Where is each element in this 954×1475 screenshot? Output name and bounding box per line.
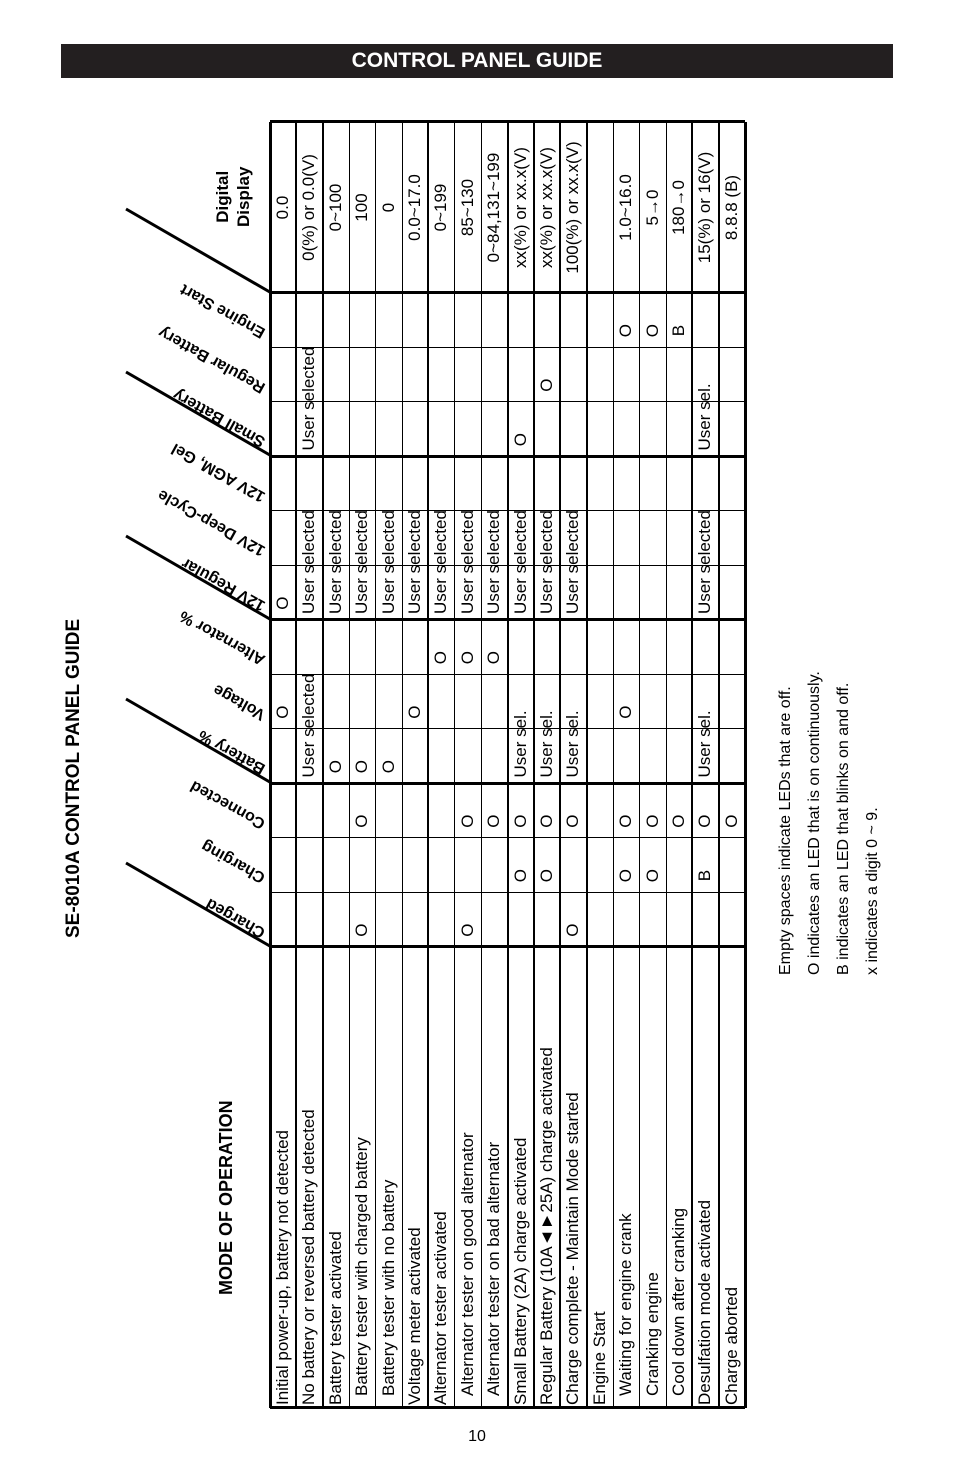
digital-display-value: xx(%) or xx.x(V): [510, 147, 530, 268]
led-state-cell: User selected: [431, 510, 451, 614]
led-state-cell: B: [695, 869, 715, 882]
mode-label: Battery tester activated: [325, 1231, 345, 1405]
digital-display-value: 100(%) or xx.x(V): [563, 141, 583, 274]
led-state-cell: O: [695, 814, 715, 828]
page-number: 10: [468, 1428, 486, 1445]
led-state-cell: O: [510, 814, 530, 828]
mode-label: No battery or reversed battery detected: [299, 1109, 319, 1405]
digital-display-value: xx(%) or xx.x(V): [537, 147, 556, 268]
led-state-cell: O: [563, 814, 583, 828]
led-state-cell: O: [616, 814, 636, 828]
led-state-cell: O: [457, 923, 477, 937]
led-state-cell: O: [669, 814, 688, 828]
led-state-cell: User selected: [325, 510, 345, 614]
column-separator: [270, 619, 745, 622]
column-separator: [270, 946, 745, 949]
legend-item: B indicates an LED that blinks on and off.: [835, 682, 852, 975]
led-state-cell: O: [457, 651, 477, 665]
legend-item: x indicates a digit 0 ~ 9.: [864, 807, 881, 975]
mode-label: Battery tester with charged battery: [352, 1137, 372, 1396]
mode-of-operation-heading: MODE OF OPERATION: [216, 1100, 236, 1295]
digital-display-value: 0~100: [325, 183, 345, 232]
led-state-cell: O: [431, 651, 451, 665]
digital-display-value: [587, 122, 613, 293]
led-state-cell: O: [537, 378, 556, 392]
led-state-cell: O: [405, 705, 424, 719]
led-state-cell: O: [721, 814, 741, 828]
digital-display-value: 1.0~16.0: [616, 174, 636, 241]
led-state-cell: O: [352, 923, 372, 937]
led-state-cell: O: [616, 705, 636, 719]
led-state-cell: O: [510, 869, 530, 883]
led-state-cell: O: [510, 433, 530, 447]
guide-title: SE-8010A CONTROL PANEL GUIDE: [63, 618, 84, 938]
led-column-header: Battery %: [195, 726, 269, 778]
digital-display-value: 0(%) or 0.0(V): [299, 154, 319, 261]
led-state-cell: User selected: [299, 673, 319, 778]
mode-label: Cranking engine: [642, 1272, 662, 1396]
mode-label: Alternator tester on bad alternator: [484, 1141, 504, 1396]
led-state-cell: User sel.: [537, 710, 556, 778]
digital-display-value: 15(%) or 16(V): [695, 151, 715, 264]
digital-display-value: 0~84,131~199: [484, 152, 504, 263]
led-state-cell: O: [642, 324, 662, 338]
led-state-cell: User sel.: [563, 710, 583, 778]
mode-label: Alternator tester on good alternator: [457, 1132, 477, 1396]
led-state-cell: O: [642, 814, 662, 828]
digital-display-value: 5→0: [642, 189, 662, 226]
mode-label: Charge aborted: [721, 1286, 741, 1405]
table-border-bottom: [744, 122, 747, 1408]
led-state-cell: B: [669, 324, 688, 337]
digital-display-value: 100: [352, 193, 372, 222]
led-state-cell: User selected: [457, 510, 477, 614]
digital-display-heading: [212, 167, 254, 227]
legend-item: Empty spaces indicate LEDs that are off.: [777, 686, 794, 975]
led-state-cell: O: [378, 760, 398, 774]
mode-label: Engine Start: [589, 1311, 609, 1405]
led-state-cell: O: [642, 869, 662, 883]
led-state-cell: O: [616, 869, 636, 883]
legend-item: O indicates an LED that is on continuously.: [806, 671, 823, 975]
led-state-cell: User selected: [352, 510, 372, 614]
led-column-header: Alternator %: [176, 607, 269, 669]
led-state-cell: User sel.: [510, 710, 530, 778]
digital-display-value: 0: [378, 202, 398, 213]
led-state-cell: O: [352, 760, 372, 774]
led-state-cell: User selected: [537, 510, 556, 614]
led-state-cell: User selected: [299, 510, 319, 614]
led-state-cell: User selected: [563, 510, 583, 614]
led-column-header: Small Battery: [170, 386, 269, 451]
mode-label: Regular Battery (10A◄►25A) charge activated: [537, 1047, 556, 1405]
led-state-cell: O: [273, 596, 292, 610]
digital-heading-line1: Digital: [213, 170, 232, 223]
digital-display-value: 180→0: [669, 180, 688, 235]
column-separator: [270, 402, 745, 403]
led-state-cell: User selected: [405, 510, 424, 614]
led-state-cell: User selected: [378, 510, 398, 614]
led-state-cell: User selected: [510, 510, 530, 614]
mode-label: Waiting for engine crank: [616, 1213, 636, 1396]
header-title: CONTROL PANEL GUIDE: [351, 49, 603, 72]
led-column-header: Connected: [187, 777, 269, 832]
led-state-cell: O: [484, 814, 504, 828]
mode-label: Alternator tester activated: [431, 1211, 451, 1405]
mode-label: Battery tester with no battery: [378, 1179, 398, 1396]
led-state-cell: User selected: [299, 346, 319, 451]
led-column-header: Charging: [198, 837, 269, 887]
led-column-header: Charged: [203, 894, 269, 941]
mode-label: Desulfation mode activated: [695, 1199, 715, 1405]
digital-heading-line2: Display: [234, 166, 253, 227]
led-column-header: 12V Deep-Cycle: [154, 486, 269, 560]
led-state-cell: O: [616, 324, 636, 338]
led-state-cell: O: [484, 651, 504, 665]
led-state-cell: O: [563, 923, 583, 937]
led-state-cell: User sel.: [695, 383, 715, 451]
led-state-cell: User selected: [695, 510, 715, 614]
led-column-header: Engine Start: [177, 280, 269, 342]
led-state-cell: O: [325, 760, 345, 774]
led-column-header: Regular Battery: [155, 323, 269, 396]
mode-label: Voltage meter activated: [405, 1227, 424, 1405]
led-state-cell: O: [352, 814, 372, 828]
led-column-header: Voltage: [210, 680, 269, 723]
led-state-cell: O: [537, 869, 556, 883]
led-state-cell: User sel.: [695, 710, 715, 778]
digital-display-value: 0.0: [273, 195, 292, 220]
digital-display-value: 0.0~17.0: [405, 174, 424, 241]
led-state-cell: O: [457, 814, 477, 828]
mode-label: Charge complete - Maintain Mode started: [563, 1092, 583, 1405]
led-column-header: 12V AGM, Gel: [168, 439, 269, 505]
mode-label: Cool down after cranking: [669, 1207, 688, 1396]
led-state-cell: User selected: [484, 510, 504, 614]
digital-display-value: 8.8.8 (B): [721, 174, 741, 241]
digital-display-value: 85~130: [457, 178, 477, 237]
led-column-header: 12V Regular: [179, 554, 269, 614]
mode-label: Initial power-up, battery not detected: [273, 1130, 292, 1405]
digital-display-value: 0~199: [431, 183, 451, 232]
mode-label: Small Battery (2A) charge activated: [510, 1137, 530, 1405]
led-state-cell: O: [273, 705, 292, 719]
led-state-cell: O: [537, 814, 556, 828]
